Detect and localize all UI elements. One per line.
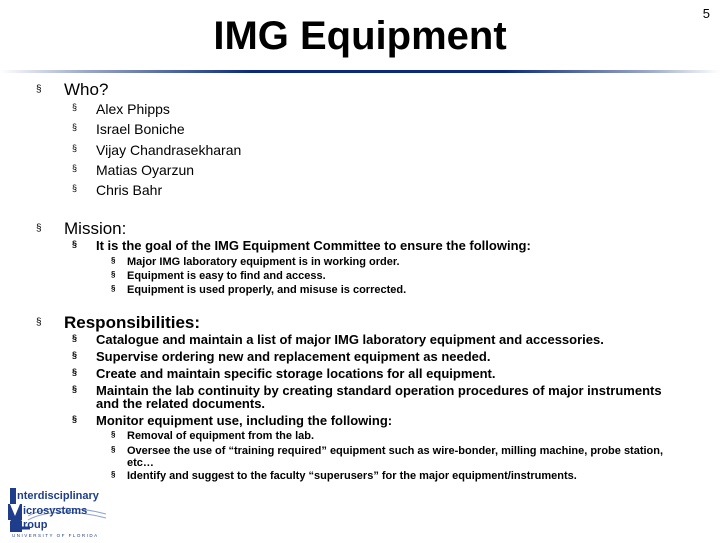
bullet-icon: § [72, 102, 78, 112]
bullet-icon: § [72, 183, 78, 193]
bullet-icon: § [111, 430, 116, 439]
bullet-icon: § [72, 384, 78, 394]
page-number: 5 [702, 6, 710, 21]
bullet-icon: § [72, 122, 78, 132]
bullet-icon: § [111, 256, 116, 265]
bullet-icon: § [111, 270, 116, 279]
slide-title: IMG Equipment [213, 14, 507, 58]
who-label: Who? [64, 80, 109, 99]
bullet-icon: § [72, 143, 78, 153]
svg-text:icrosystems: icrosystems [23, 505, 88, 517]
bullet-icon: § [111, 470, 116, 479]
bullet-icon: § [36, 317, 42, 328]
bullet-icon: § [111, 284, 116, 293]
img-logo [6, 486, 118, 538]
svg-text:roup: roup [23, 519, 48, 531]
bullet-icon: § [36, 223, 42, 234]
bullet-icon: § [72, 414, 78, 424]
svg-text:UNIVERSITY OF FLORIDA: UNIVERSITY OF FLORIDA [12, 533, 99, 538]
bullet-icon: § [72, 367, 78, 377]
mission-label: Mission: [64, 219, 127, 238]
title-divider [0, 70, 720, 73]
svg-text:nterdisciplinary: nterdisciplinary [17, 490, 99, 502]
bullet-icon: § [72, 350, 78, 360]
bullet-icon: § [72, 239, 78, 249]
bullet-icon: § [111, 445, 116, 454]
bullet-icon: § [72, 333, 78, 343]
responsibilities-label: Responsibilities: [64, 313, 201, 332]
bullet-icon: § [36, 84, 42, 95]
img-logo-graphic [6, 486, 118, 538]
bullet-icon: § [72, 163, 78, 173]
